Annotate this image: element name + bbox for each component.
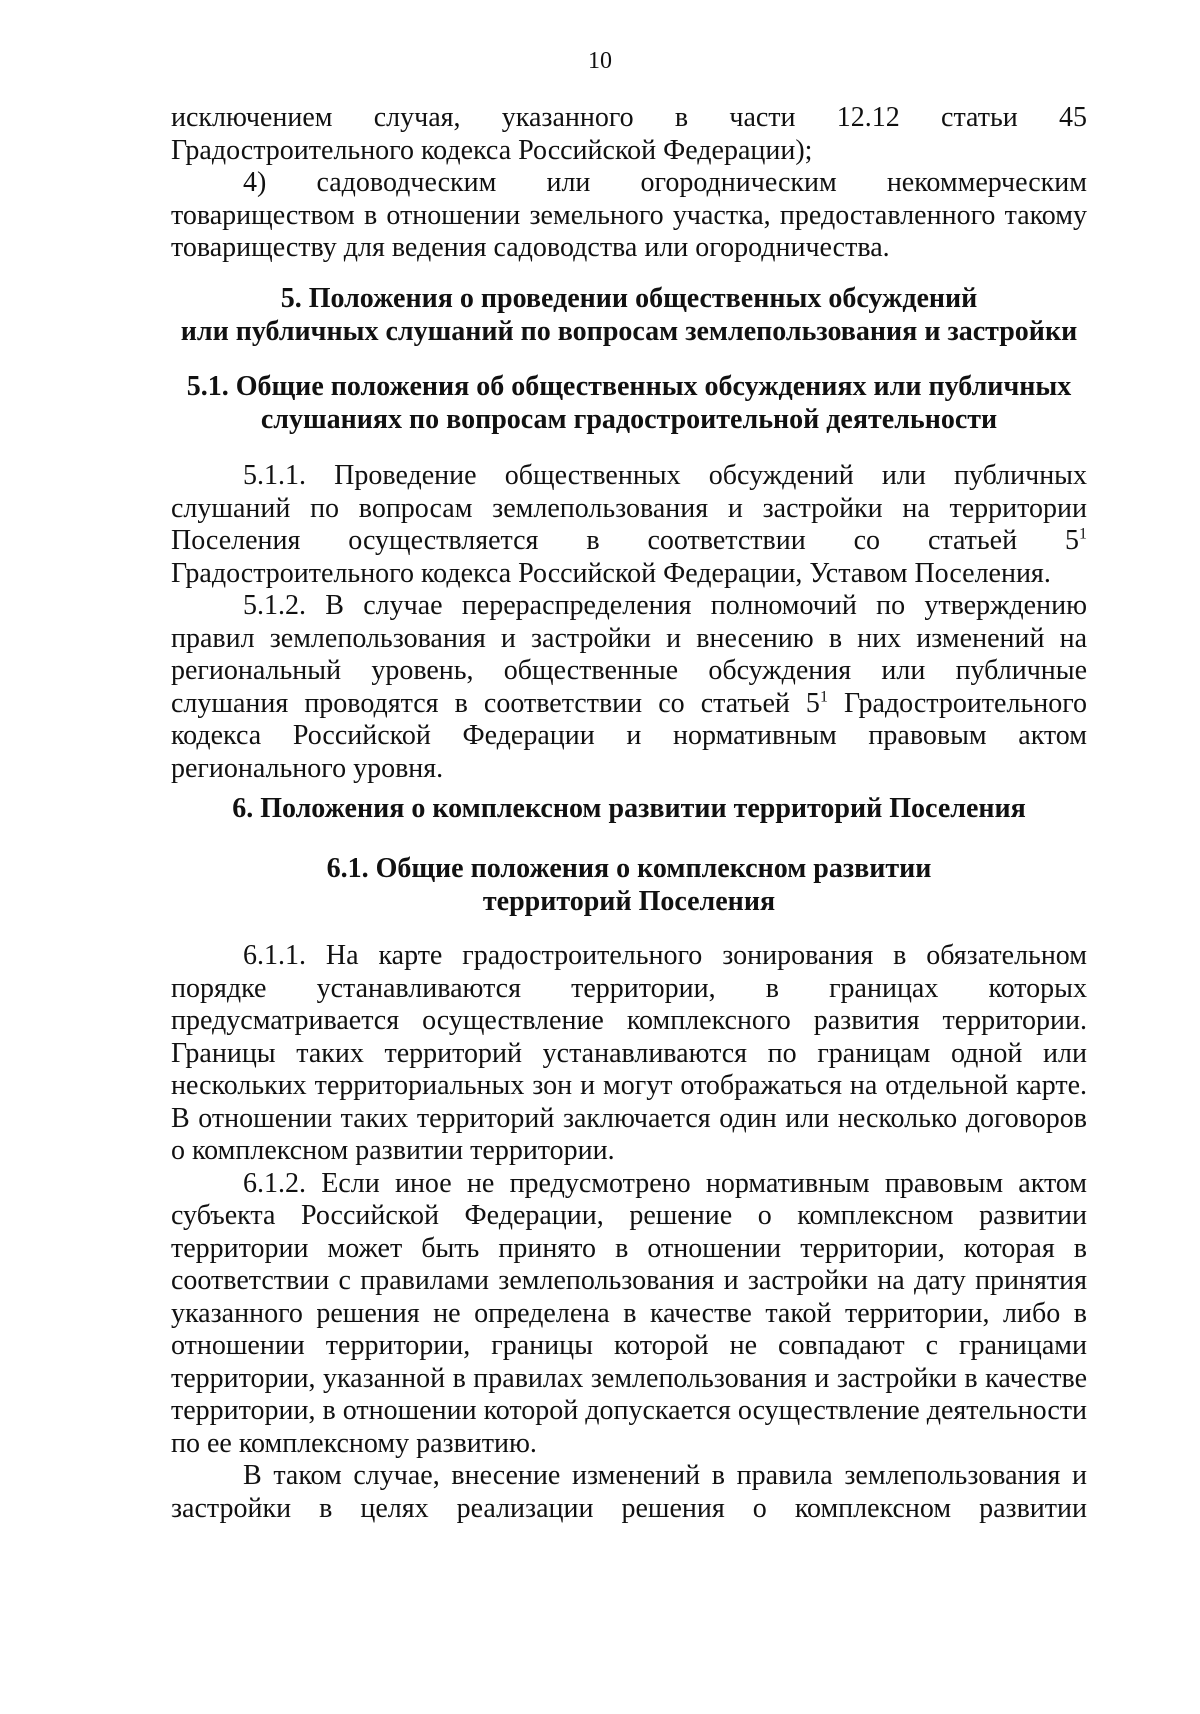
- section-6-1-heading-line-1: 6.1. Общие положения о комплексном развитии: [326, 853, 932, 884]
- section-5-heading-line-2: или публичных слушаний по вопросам землепользования и застройки: [180, 316, 1078, 347]
- paragraph-6-1-2: 6.1.2. Если иное не предусмотрено нормативным правовым актом субъекта Российской Федерации, решение о комплексном развитии территории может быть принято в отношении территории, которая в соответствии с правилами землепользования и застройки на дату принятия указанного решения не определена в качестве такой территории, либо в отношении территории, границы которой не совпадают с границами территории, указанной в правилах землепользования и застройки в качестве территории, в отношении которой допускается осуществление деятельности по ее комплексному развитию.: [171, 1167, 1087, 1459]
- continuation-line-2: Градостроительного кодекса Российской Федерации);: [171, 134, 813, 166]
- section-5-heading: [171, 282, 1087, 348]
- section-5-1-body: [171, 460, 1087, 785]
- section-6-1-heading-line-2: территорий Поселения: [482, 886, 776, 917]
- continuation-line-1: исключением случая, указанного в части 12.12 статьи 45: [171, 102, 1087, 133]
- paragraph-5-1-2: [171, 590, 1087, 785]
- final-paragraph-line-1: В таком случае, внесение изменений в правила землепользования и: [243, 1460, 1087, 1491]
- paragraph-6-1-1: 6.1.1. На карте градостроительного зонирования в обязательном порядке устанавливаются территории, в границах которых предусматривается осуществление комплексного развития территории. Границы таких территорий устанавливаются по границам одной или нескольких территориальных зон и могут отображаться на отдельной карте. В отношении таких территорий заключается один или несколько договоров о комплексном развитии территории.: [171, 940, 1087, 1166]
- section-6-1-heading: [171, 852, 1087, 918]
- superscript-1: 1: [819, 688, 828, 706]
- paragraph-5-1-2-text-b: Градостроительного кодекса Российской Федерации и нормативным правовым актом регионального уровня.: [171, 687, 1087, 784]
- section-6-heading: [171, 792, 1087, 825]
- section-5-1-heading-line-2: слушаниях по вопросам градостроительной деятельности: [260, 404, 998, 435]
- paragraph-5-1-1-text-b: Градостроительного кодекса Российской Федерации, Уставом Поселения.: [171, 557, 1051, 589]
- section-6-1-body: [171, 940, 1087, 1525]
- final-paragraph-line-2: застройки в целях реализации решения о комплексном развитии: [171, 1492, 1087, 1524]
- section-5-1-heading: [171, 370, 1087, 436]
- section-6-heading-line: 6. Положения о комплексном развитии территорий Поселения: [232, 793, 1026, 824]
- section-5-1-heading-line-1: 5.1. Общие положения об общественных обсуждениях или публичных: [186, 371, 1072, 402]
- paragraph-5-1-1: [171, 460, 1087, 590]
- paragraph-5-1-2-text-a: 5.1.2. В случае перераспределения полномочий по утверждению правил землепользования и застройки и внесению в них изменений на региональный уровень, общественные обсуждения или публичные слушания проводятся в соответствии со статьей 5: [171, 590, 1087, 719]
- item-4-paragraph: 4) садоводческим или огородническим некоммерческим товариществом в отношении земельного участка, предоставленного такому товариществу для ведения садоводства или огородничества.: [171, 167, 1087, 263]
- paragraph-5-1-1-text-a: 5.1.1. Проведение общественных обсуждений или публичных слушаний по вопросам землепользования и застройки на территории Поселения осуществляется в соответствии со статьей 5: [171, 460, 1087, 556]
- superscript-1: 1: [1079, 525, 1087, 543]
- section-5-heading-line-1: 5. Положения о проведении общественных обсуждений: [280, 283, 978, 314]
- intro-block: [171, 102, 1087, 265]
- page-number: 10: [588, 48, 612, 74]
